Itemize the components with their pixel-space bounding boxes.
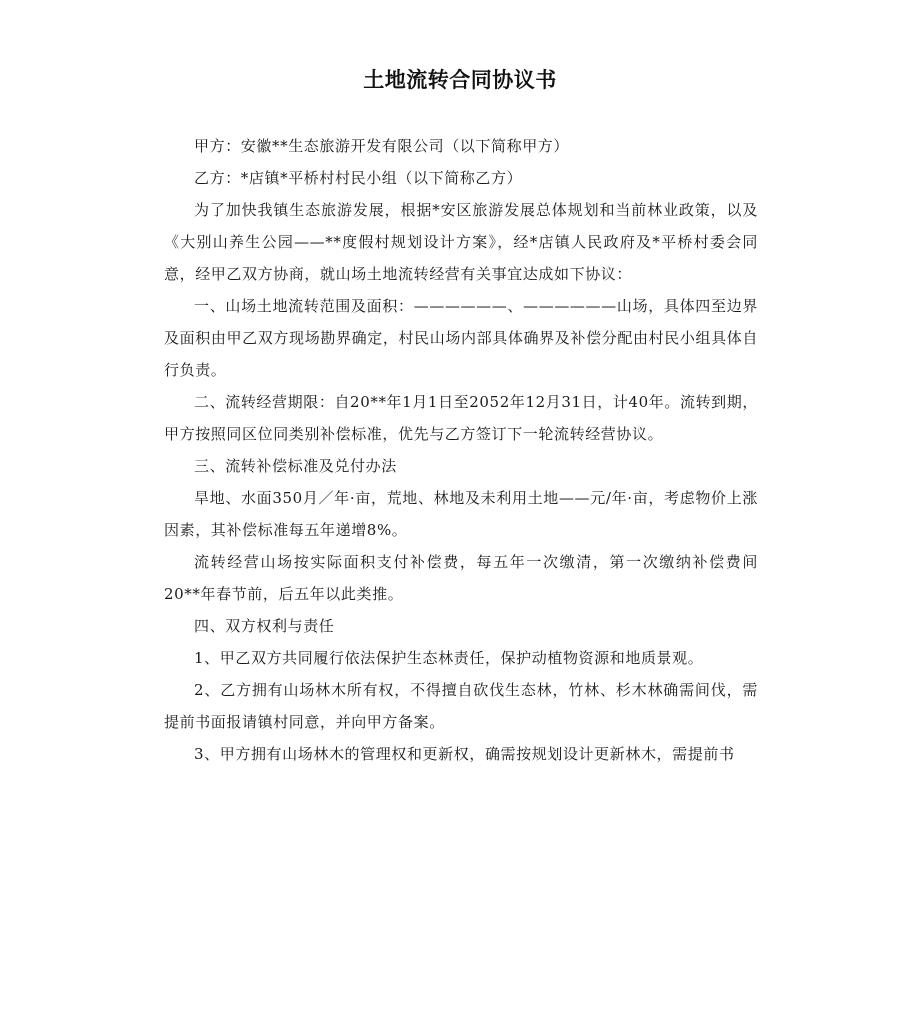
party-a-line: 甲方：安徽**生态旅游开发有限公司（以下简称甲方） (194, 137, 570, 155)
rights-item-1: 1、甲乙双方共同履行依法保护生态林责任，保护动植物资源和地质景观。 (194, 649, 704, 667)
clause-1-scope: 一、山场土地流转范围及面积：——————、——————山场，具体四至边界及面积由甲乙双方现场勘界确定，村民山场内部具体确界及补偿分配由村民小组具体自行负责。 (164, 297, 758, 379)
compensation-standard-paragraph: 旱地、水面350月／年·亩，荒地、林地及未利用土地——元/年·亩，考虑物价上涨因素，其补偿标准每五年递增8%。 (164, 489, 758, 539)
document-body (164, 130, 758, 770)
clause-4-heading: 四、双方权利与责任 (194, 617, 335, 635)
preamble-paragraph: 为了加快我镇生态旅游发展，根据*安区旅游发展总体规划和当前林业政策，以及《大别山养生公园——**度假村规划设计方案》，经*店镇人民政府及*平桥村委会同意，经甲乙双方协商，就山场土地流转经营有关事宜达成如下协议： (164, 201, 758, 283)
rights-item-3: 3、甲方拥有山场林木的管理权和更新权，确需按规划设计更新林木，需提前书 (194, 745, 735, 763)
clause-3-heading: 三、流转补偿标准及兑付办法 (194, 457, 397, 475)
party-b-line: 乙方：*店镇*平桥村村民小组（以下简称乙方） (194, 169, 523, 187)
rights-item-2: 2、乙方拥有山场林木所有权，不得擅自砍伐生态林，竹林、杉木林确需间伐，需提前书面报请镇村同意，并向甲方备案。 (164, 681, 758, 731)
clause-2-term: 二、流转经营期限：自20**年1月1日至2052年12月31日，计40年。流转到期，甲方按照同区位同类别补偿标准，优先与乙方签订下一轮流转经营协议。 (164, 393, 758, 443)
payment-method-paragraph: 流转经营山场按实际面积支付补偿费，每五年一次缴清，第一次缴纳补偿费间20**年春节前，后五年以此类推。 (164, 553, 758, 603)
document-title: 土地流转合同协议书 (363, 68, 557, 92)
